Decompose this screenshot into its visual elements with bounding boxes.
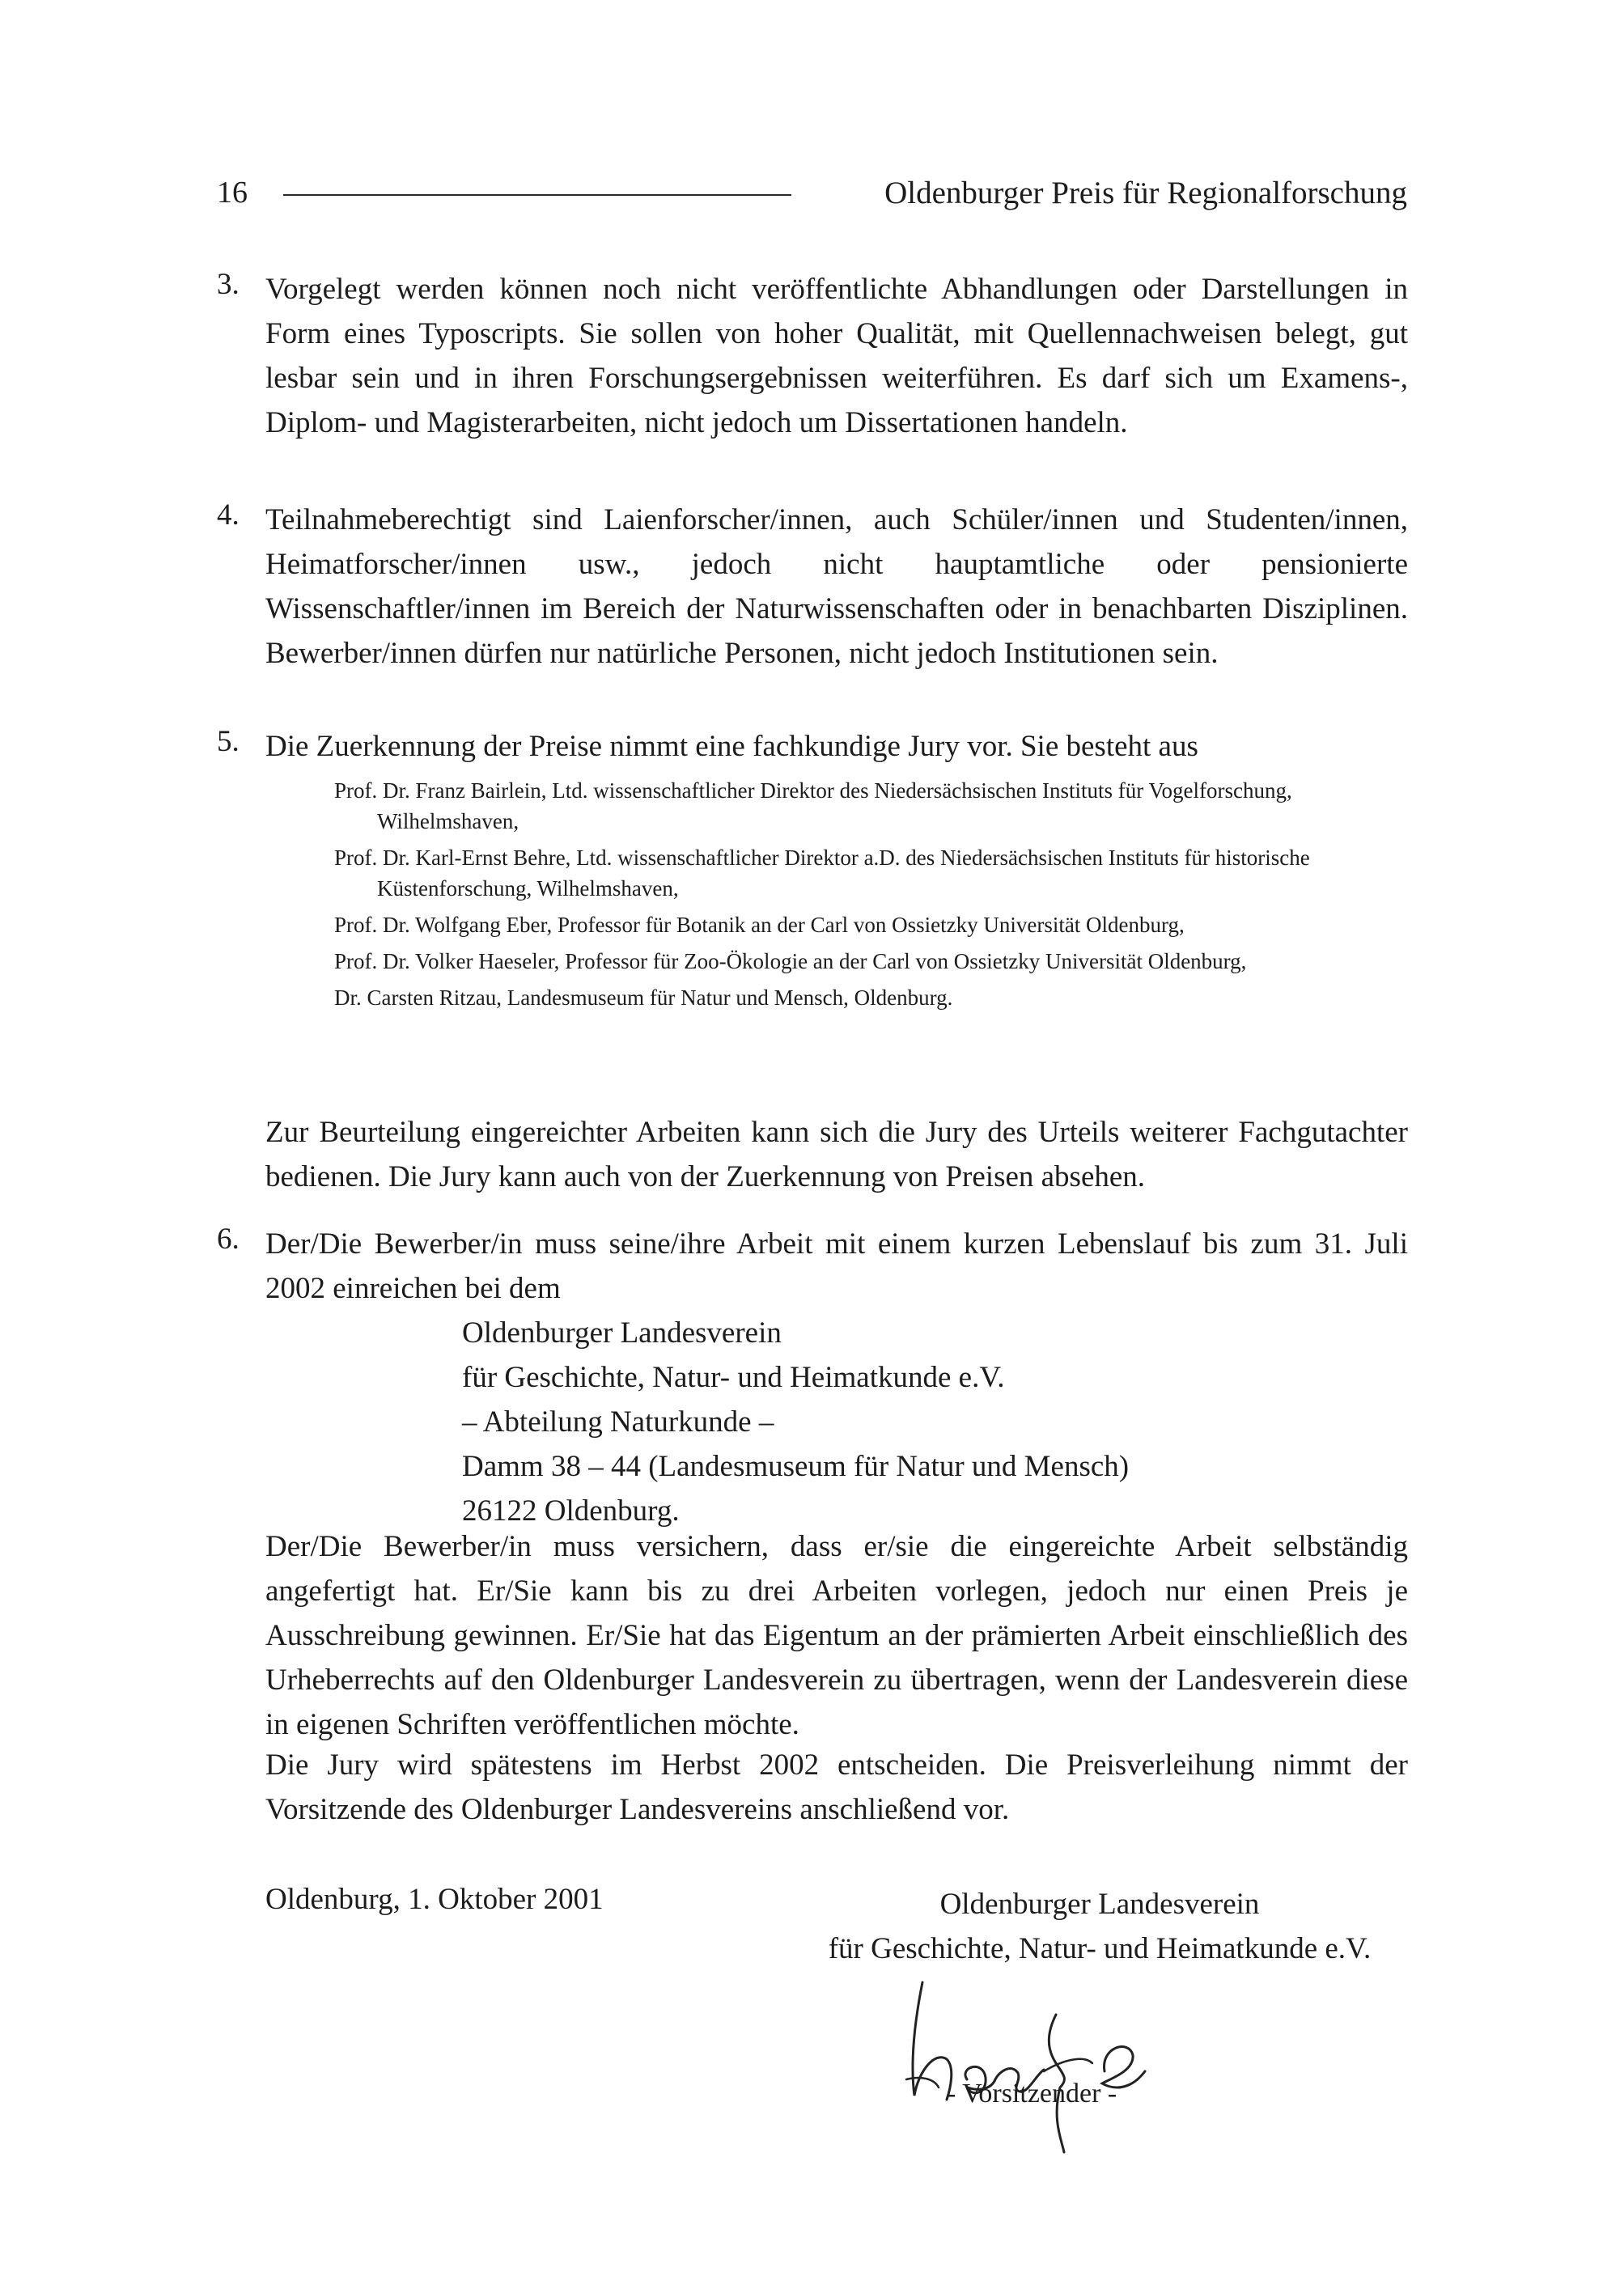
signatory-org-line: Oldenburger Landesverein: [939, 1888, 1260, 1921]
jury-member: Prof. Dr. Volker Haeseler, Professor für Zoo-Ökologie an der Carl von Ossietzky Universität Oldenburg,: [334, 949, 1247, 973]
jury-note: [217, 1110, 1408, 1199]
item-number: 5.: [217, 725, 240, 758]
item-number: 3.: [217, 268, 240, 301]
jury-list: [334, 775, 1355, 1019]
applicant-note: [217, 1524, 1408, 1747]
list-item-3: [217, 267, 1408, 445]
address-block: [462, 1311, 1129, 1533]
jury-member: Prof. Dr. Wolfgang Eber, Professor für Botanik an der Carl von Ossietzky Universität Oldenburg,: [334, 913, 1185, 937]
running-title: Oldenburger Preis für Regionalforschung: [884, 176, 1407, 210]
item-text: Teilnahmeberechtigt sind Laienforscher/innen, auch Schüler/innen und Studenten/innen, Heimatforscher/innen usw., jedoch nicht hauptamtliche oder pensionierte Wissenschaftler/innen im Bereich der Naturwissenschaften oder in benachbarten Disziplinen. Bewerber/innen dürfen nur natürliche Personen, nicht jedoch Institutionen sein.: [265, 503, 1408, 670]
list-item-6: [217, 1222, 1408, 1311]
list-item-5: [217, 724, 1408, 769]
jury-member: Prof. Dr. Karl-Ernst Behre, Ltd. wissenschaftlicher Direktor a.D. des Niedersächsischen Instituts für historische Küstenforschung, Wilhelmshaven,: [334, 846, 1310, 901]
address-line: Oldenburger Landesverein: [462, 1316, 782, 1350]
address-line: – Abteilung Naturkunde –: [462, 1405, 774, 1439]
handwritten-signature: [890, 1958, 1230, 2160]
decision-note-text: Die Jury wird spätestens im Herbst 2002 entscheiden. Die Preisverleihung nimmt der Vorsitzende des Oldenburger Landesvereins anschließend vor.: [265, 1748, 1408, 1826]
jury-member: Prof. Dr. Franz Bairlein, Ltd. wissenschaftlicher Direktor des Niedersächsischen Instituts für Vogelforschung, Wilhelmshaven,: [334, 778, 1292, 833]
decision-note: [217, 1743, 1408, 1832]
jury-member: Dr. Carsten Ritzau, Landesmuseum für Natur und Mensch, Oldenburg.: [334, 985, 953, 1010]
signatory-role: - Vorsitzender -: [947, 2079, 1117, 2109]
item-text: Der/Die Bewerber/in muss seine/ihre Arbeit mit einem kurzen Lebenslauf bis zum 31. Juli 2002 einreichen bei dem: [265, 1227, 1408, 1305]
item-number: 6.: [217, 1223, 240, 1256]
jury-note-text: Zur Beurteilung eingereichter Arbeiten kann sich die Jury des Urteils weiterer Fachgutachter bedienen. Die Jury kann auch von der Zuerkennung von Preisen absehen.: [265, 1116, 1408, 1193]
item-text: Vorgelegt werden können noch nicht veröffentlichte Abhandlungen oder Darstellungen in Form eines Typoscripts. Sie sollen von hoher Qualität, mit Quellennachweisen belegt, gut lesbar sein und in ihren Forschungsergebnissen weiterführen. Es darf sich um Examens-, Diplom- und Magisterarbeiten, nicht jedoch um Dissertationen handeln.: [265, 273, 1408, 439]
item-number: 4.: [217, 498, 240, 532]
applicant-note-text: Der/Die Bewerber/in muss versichern, dass er/sie die eingereichte Arbeit selbständig angefertigt hat. Er/Sie kann bis zu drei Arbeiten vorlegen, jedoch nur einen Preis je Ausschreibung gewinnen. Er/Sie hat das Eigentum an der prämierten Arbeit einschließlich des Urheberrechts auf den Oldenburger Landesverein zu übertragen, wenn der Landesverein diese in eigenen Schriften veröffentlichen möchte.: [265, 1530, 1408, 1741]
page-number: 16: [217, 176, 248, 210]
header-rule: [283, 194, 791, 196]
place-date: Oldenburg, 1. Oktober 2001: [265, 1883, 604, 1916]
address-line: 26122 Oldenburg.: [462, 1494, 680, 1528]
list-item-4: [217, 498, 1408, 676]
signatory-org-line: für Geschichte, Natur- und Heimatkunde e.V.: [828, 1932, 1372, 1965]
item-text: Die Zuerkennung der Preise nimmt eine fachkundige Jury vor. Sie besteht aus: [265, 730, 1198, 763]
address-line: für Geschichte, Natur- und Heimatkunde e.V.: [462, 1361, 1005, 1394]
address-line: Damm 38 – 44 (Landesmuseum für Natur und Mensch): [462, 1450, 1130, 1483]
